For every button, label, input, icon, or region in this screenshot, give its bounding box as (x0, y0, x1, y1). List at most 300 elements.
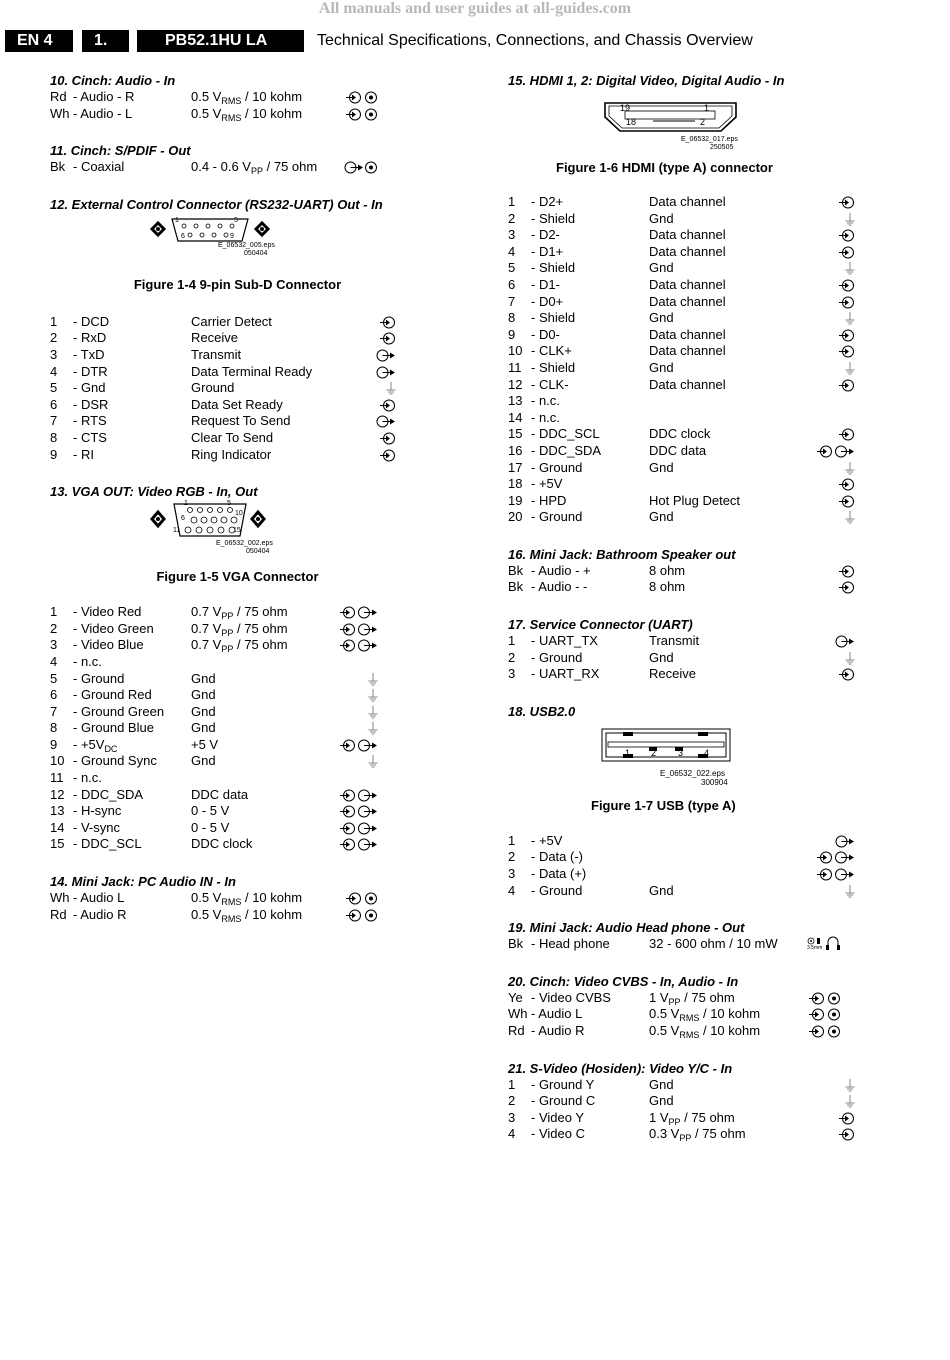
pin-number: 8 (508, 310, 516, 326)
table-row (50, 413, 425, 430)
table-row (508, 277, 878, 294)
pin-table (50, 89, 425, 122)
table-row (508, 410, 878, 427)
signal-name: - Audio L (73, 890, 125, 906)
pin-number: Rd (50, 906, 67, 922)
pin-number: 1 (50, 604, 58, 620)
signal-description: Gnd (649, 310, 674, 326)
input-arrow-icon (839, 668, 855, 681)
signal-description: 8 ohm (649, 579, 686, 595)
input-arrow-icon (839, 329, 855, 342)
signal-description: 8 ohm (649, 562, 686, 578)
signal-name: - Shield (531, 310, 576, 326)
signal-name: - n.c. (73, 770, 102, 786)
table-row (508, 990, 878, 1007)
signal-description: Hot Plug Detect (649, 492, 741, 508)
table-row (508, 849, 878, 866)
pin-label: 6 (181, 232, 185, 240)
pin-number: 6 (50, 687, 58, 703)
signal-name: - $+5V_{DC}$ (73, 736, 118, 754)
table-row (50, 836, 425, 853)
value-subscript: RMS (221, 913, 242, 924)
input-output-arrow-icon (340, 838, 378, 851)
section-title: 18. USB2.0 (508, 703, 576, 719)
page-number-box (5, 30, 73, 52)
section-title: 11. Cinch: S/PDIF - Out (50, 143, 191, 159)
pin-label: 1 (704, 103, 710, 113)
ground-icon (845, 1079, 855, 1092)
pin-number: 6 (508, 276, 516, 292)
signal-name: - Ground (531, 649, 583, 665)
pin-number: 1 (50, 313, 58, 329)
table-row (508, 426, 878, 443)
table-row (50, 447, 425, 464)
signal-description: Gnd (649, 210, 674, 226)
signal-name: - Shield (531, 359, 576, 375)
signal-name: - TxD (73, 346, 105, 362)
signal-name: - Video C (531, 1126, 585, 1142)
figure-caption: Figure 1-7 USB (type A) (591, 797, 736, 813)
input-output-arrow-icon (340, 623, 378, 636)
table-row (50, 787, 425, 804)
pin-number: 14 (50, 819, 65, 835)
input-arrow-icon (839, 196, 855, 209)
input-arrow-icon (380, 399, 396, 412)
input-with-return-icon (346, 892, 378, 905)
output-arrow-icon (835, 635, 855, 648)
watermark: All manuals and user guides at all-guides.com (318, 0, 632, 17)
table-row (508, 509, 878, 526)
signal-name: - n.c. (531, 393, 560, 409)
input-output-arrow-icon (340, 739, 378, 752)
pin-number: 8 (50, 720, 58, 736)
pin-table (50, 890, 425, 923)
input-with-return-icon (809, 992, 841, 1005)
signal-name: - HPD (531, 492, 567, 508)
pin-number: 4 (508, 1126, 516, 1142)
usb-figure (508, 720, 878, 787)
value-subscript: PP (221, 627, 234, 638)
chapter-number: 1. (94, 32, 108, 49)
input-output-arrow-icon (340, 606, 378, 619)
signal-description: Gnd (649, 649, 674, 665)
section-title: 15. HDMI 1, 2: Digital Video, Digital Audio - In (508, 73, 785, 88)
value-subscript: PP (221, 644, 234, 655)
signal-value: 0.5 $V_{RMS} / 10$ kohm (649, 1006, 761, 1024)
pin-number: 4 (508, 243, 516, 259)
figure-date-label: 050404 (246, 548, 270, 556)
table-row (508, 460, 878, 477)
ground-icon (368, 706, 378, 719)
signal-name: - Video CVBS (531, 989, 611, 1005)
figure-caption: Figure 1-4 9-pin Sub-D Connector (133, 276, 342, 292)
pin-number: 4 (508, 882, 516, 898)
pin-number: 5 (508, 260, 516, 276)
figure-file-label: E_06532_017.eps (681, 136, 738, 143)
signal-description: Data channel (649, 343, 726, 359)
value-subscript: RMS (221, 96, 242, 106)
table-row (508, 360, 878, 377)
ground-icon (845, 362, 855, 375)
input-arrow-icon (839, 495, 855, 508)
pin-number: 5 (50, 670, 58, 686)
pin-number: 1 (508, 832, 516, 848)
signal-description: Transmit (649, 633, 700, 649)
signal-name: - Video Red (73, 604, 142, 620)
signal-name: - Data (-) (531, 849, 583, 865)
pin-label: 1 (175, 216, 179, 224)
signal-description: Gnd (649, 260, 674, 276)
signal-name: - Ground (531, 882, 583, 898)
dsub9-figure (50, 213, 425, 263)
table-row (508, 260, 878, 277)
table-row (508, 866, 878, 883)
signal-name: - CLK- (531, 376, 569, 392)
pin-number: 7 (50, 413, 58, 429)
ground-icon (845, 511, 855, 524)
signal-name: - Audio - R (73, 89, 135, 104)
pin-number: 4 (50, 363, 58, 379)
hdmi-figure (508, 89, 878, 151)
value-subscript: PP (250, 166, 263, 177)
signal-value: Gnd (191, 703, 216, 719)
table-row (50, 803, 425, 820)
pin-number: 3 (50, 637, 58, 653)
signal-description: DDC clock (649, 426, 711, 442)
signal-name: - +5V (531, 476, 563, 492)
signal-name: - Ground Green (73, 703, 165, 719)
input-output-arrow-icon (340, 789, 378, 802)
signal-name: - Audio - + (531, 562, 591, 578)
table-row (50, 89, 425, 106)
table-row (50, 890, 425, 907)
signal-name: - RTS (73, 413, 107, 429)
table-row (50, 364, 425, 381)
table-row (50, 347, 425, 364)
input-output-arrow-icon (817, 851, 855, 864)
signal-value: 0.5 $V_{RMS} / 10$ kohm (191, 89, 303, 106)
table-row (508, 650, 878, 667)
table-row (508, 393, 878, 410)
output-arrow-icon (835, 835, 855, 848)
table-row (508, 377, 878, 394)
input-with-return-icon (809, 1025, 841, 1038)
table-row (50, 753, 425, 770)
table-row (508, 579, 878, 596)
input-arrow-icon (380, 332, 396, 345)
signal-name: - Coaxial (73, 159, 125, 175)
output-arrow-icon (376, 415, 396, 428)
pin-number: 9 (50, 736, 58, 752)
pin-number: 15 (508, 426, 523, 442)
output-arrow-icon (376, 349, 396, 362)
signal-value: 0.3 $V_{PP} / 75$ ohm (649, 1126, 746, 1144)
signal-description: Gnd (649, 509, 674, 525)
signal-name: - CTS (73, 429, 107, 445)
ground-icon (368, 673, 378, 686)
pin-label: 6 (181, 515, 185, 523)
ground-icon (845, 312, 855, 325)
signal-description: Data channel (649, 326, 726, 342)
pin-number: 1 (508, 194, 516, 209)
signal-description: Data Terminal Ready (191, 363, 313, 379)
signal-value: Gnd (649, 1076, 674, 1092)
section-title: 12. External Control Connector (RS232-UART) Out - In (50, 196, 383, 212)
value-subscript: RMS (221, 112, 242, 123)
signal-name: - UART_RX (531, 666, 600, 682)
section-title: 17. Service Connector (UART) (508, 617, 693, 633)
figure-file-label: E_06532_022.eps (660, 768, 725, 778)
signal-name: - Head phone (531, 936, 610, 952)
input-arrow-icon (839, 279, 855, 292)
figure-caption: Figure 1-6 HDMI (type A) connector (556, 160, 773, 175)
table-row (50, 621, 425, 638)
table-row (508, 310, 878, 327)
ground-icon (368, 689, 378, 702)
table-row (508, 443, 878, 460)
figure-date-label: 250505 (710, 144, 734, 151)
signal-name: - CLK+ (531, 343, 572, 359)
pin-number: 7 (50, 703, 58, 719)
figure-date-label: 050404 (244, 249, 268, 257)
input-arrow-icon (839, 581, 855, 594)
signal-name: - H-sync (73, 803, 122, 819)
signal-value: 0.7 $V_{PP} / 75$ ohm (191, 604, 288, 622)
input-arrow-icon (839, 428, 855, 441)
signal-name: - n.c. (531, 409, 560, 425)
figure-file-label: E_06532_005.eps (218, 241, 275, 249)
table-row (508, 294, 878, 311)
ground-icon (845, 1095, 855, 1108)
pin-number: 17 (508, 459, 523, 475)
table-row (508, 1023, 878, 1040)
signal-name: - Video Y (531, 1109, 585, 1125)
table-row (508, 666, 878, 683)
signal-name: - DCD (73, 313, 110, 329)
pin-number: 10 (508, 343, 523, 359)
pin-number: Wh (50, 890, 70, 906)
pin-number: 2 (508, 1093, 516, 1109)
ground-icon (845, 885, 855, 898)
pin-number: 4 (50, 653, 58, 669)
signal-name: - D1+ (531, 243, 564, 259)
page-number: EN 4 (17, 32, 53, 49)
signal-value: DDC clock (191, 836, 253, 852)
signal-name: - Video Blue (73, 637, 144, 653)
pin-number: Rd (50, 89, 67, 104)
pin-table (508, 194, 878, 526)
signal-value: 1 $V_{PP} / 75$ ohm (649, 1109, 735, 1127)
table-row (50, 704, 425, 721)
table-row (508, 1006, 878, 1023)
model-name: PB52.1HU LA (165, 32, 268, 49)
output-arrow-icon (376, 366, 396, 379)
signal-name: - D0- (531, 326, 560, 342)
pin-number: 9 (508, 326, 516, 342)
ground-icon (845, 262, 855, 275)
signal-value: Gnd (191, 687, 216, 703)
table-row (50, 654, 425, 671)
pin-number: 1 (508, 633, 516, 649)
signal-description: Receive (649, 666, 696, 682)
pin-label: 19 (620, 103, 631, 113)
signal-description: Data channel (649, 276, 726, 292)
table-row (50, 687, 425, 704)
table-row (508, 563, 878, 580)
input-output-arrow-icon (340, 805, 378, 818)
signal-value: Gnd (191, 720, 216, 736)
ground-icon (368, 722, 378, 735)
pin-number: 3 (508, 1109, 516, 1125)
pin-label: 10 (235, 510, 243, 518)
pin-number: Bk (508, 936, 524, 952)
signal-name: - Gnd (73, 380, 106, 396)
value-subscript: RMS (679, 1013, 700, 1024)
pin-number: 7 (508, 293, 516, 309)
left-column (50, 72, 425, 923)
signal-name: - V-sync (73, 819, 120, 835)
signal-description: Data channel (649, 376, 726, 392)
signal-name: - Audio - - (531, 579, 588, 595)
pin-number: 1 (508, 1076, 516, 1092)
table-row (508, 493, 878, 510)
signal-name: - Shield (531, 210, 576, 226)
table-row (50, 397, 425, 414)
table-row (50, 604, 425, 621)
pin-number: 2 (508, 210, 516, 226)
table-row (50, 907, 425, 924)
table-row (508, 633, 878, 650)
pin-label: 9 (230, 232, 234, 240)
signal-name: - Shield (531, 260, 576, 276)
signal-value: 0 - 5 V (191, 819, 230, 835)
signal-name: - Audio - L (73, 105, 133, 121)
jack-size-label: 3.5mm (807, 945, 823, 952)
signal-value: 0.5 $V_{RMS} / 10$ kohm (191, 890, 303, 908)
pin-table (508, 833, 878, 899)
signal-name: - Ground Blue (73, 720, 154, 736)
table-row (50, 159, 425, 176)
input-arrow-icon (839, 565, 855, 578)
signal-description: Request To Send (191, 413, 291, 429)
signal-name: - Ground (531, 509, 583, 525)
pin-number: 8 (50, 429, 58, 445)
table-row (508, 211, 878, 228)
pin-table (508, 633, 878, 683)
signal-value: DDC data (191, 786, 249, 802)
pin-number: 2 (508, 649, 516, 665)
pin-number: 3 (50, 346, 58, 362)
input-arrow-icon (380, 449, 396, 462)
signal-name: - D2+ (531, 194, 564, 209)
signal-subscript: DC (104, 743, 118, 754)
signal-description: 32 - 600 ohm / 10 mW (649, 936, 778, 952)
signal-description: Gnd (649, 359, 674, 375)
input-arrow-icon (839, 229, 855, 242)
pin-number: 11 (508, 359, 522, 375)
pin-number: 18 (508, 476, 523, 492)
signal-name: - Ground C (531, 1093, 596, 1109)
section-title: 21. S-Video (Hosiden): Video Y/C - In (508, 1060, 733, 1076)
signal-description: Data Set Ready (191, 396, 283, 412)
pin-label: 5 (227, 500, 231, 508)
pin-table (508, 1077, 878, 1143)
page-title: Technical Specifications, Connections, and Chassis Overview (317, 32, 753, 49)
headphone-jack-icon (807, 936, 841, 952)
value-subscript: RMS (221, 897, 242, 908)
pin-number: Rd (508, 1023, 525, 1038)
model-box (137, 30, 304, 52)
pin-label: 1 (184, 500, 188, 508)
section-title: 14. Mini Jack: PC Audio IN - In (50, 874, 236, 890)
table-row (508, 343, 878, 360)
signal-description: DDC data (649, 442, 707, 458)
section-title: 13. VGA OUT: Video RGB - In, Out (50, 484, 258, 500)
table-row (508, 227, 878, 244)
signal-name: - Audio L (531, 1006, 583, 1022)
signal-value: 0 - 5 V (191, 803, 230, 819)
input-with-return-icon (809, 1008, 841, 1021)
pin-number: 10 (50, 753, 65, 769)
signal-name: - DDC_SCL (73, 836, 142, 852)
pin-label: 3 (678, 747, 684, 758)
pin-number: Bk (508, 579, 524, 595)
figure-date-label: 300904 (701, 777, 728, 787)
signal-value: Gnd (191, 753, 216, 769)
pin-number: 9 (50, 446, 58, 462)
signal-name: - Audio R (73, 906, 127, 922)
table-row (508, 476, 878, 493)
pin-number: 12 (50, 786, 65, 802)
pin-number: 13 (50, 803, 65, 819)
pin-label: 2 (700, 117, 706, 127)
input-with-return-icon (346, 909, 378, 922)
signal-description: Receive (191, 330, 238, 346)
signal-value: Gnd (649, 1093, 674, 1109)
table-row (50, 671, 425, 688)
pin-label: 5 (234, 216, 238, 224)
table-row (50, 637, 425, 654)
pin-table (508, 936, 878, 953)
pin-number: 3 (508, 866, 516, 882)
signal-description: Data channel (649, 194, 726, 209)
pin-number: Ye (508, 989, 523, 1005)
pin-number: 15 (50, 836, 65, 852)
ground-icon (845, 462, 855, 475)
pin-number: 19 (508, 492, 523, 508)
ground-icon (845, 652, 855, 665)
signal-name: - D0+ (531, 293, 564, 309)
section-title: 16. Mini Jack: Bathroom Speaker out (508, 546, 736, 562)
ground-icon (845, 213, 855, 226)
pin-number: 12 (508, 376, 523, 392)
input-output-arrow-icon (817, 445, 855, 458)
signal-value: Gnd (191, 670, 216, 686)
table-row (50, 770, 425, 787)
input-arrow-icon (839, 379, 855, 392)
value-subscript: PP (679, 1133, 692, 1144)
signal-description: Ground (191, 380, 235, 396)
signal-name: - Audio R (531, 1023, 585, 1038)
input-arrow-icon (839, 1112, 855, 1125)
signal-value: +5 V (191, 736, 219, 752)
signal-description: Data channel (649, 293, 726, 309)
table-row (508, 833, 878, 850)
input-arrow-icon (839, 345, 855, 358)
section-title: 19. Mini Jack: Audio Head phone - Out (508, 920, 745, 936)
signal-name: - Ground (531, 459, 583, 475)
right-column (508, 72, 878, 1143)
